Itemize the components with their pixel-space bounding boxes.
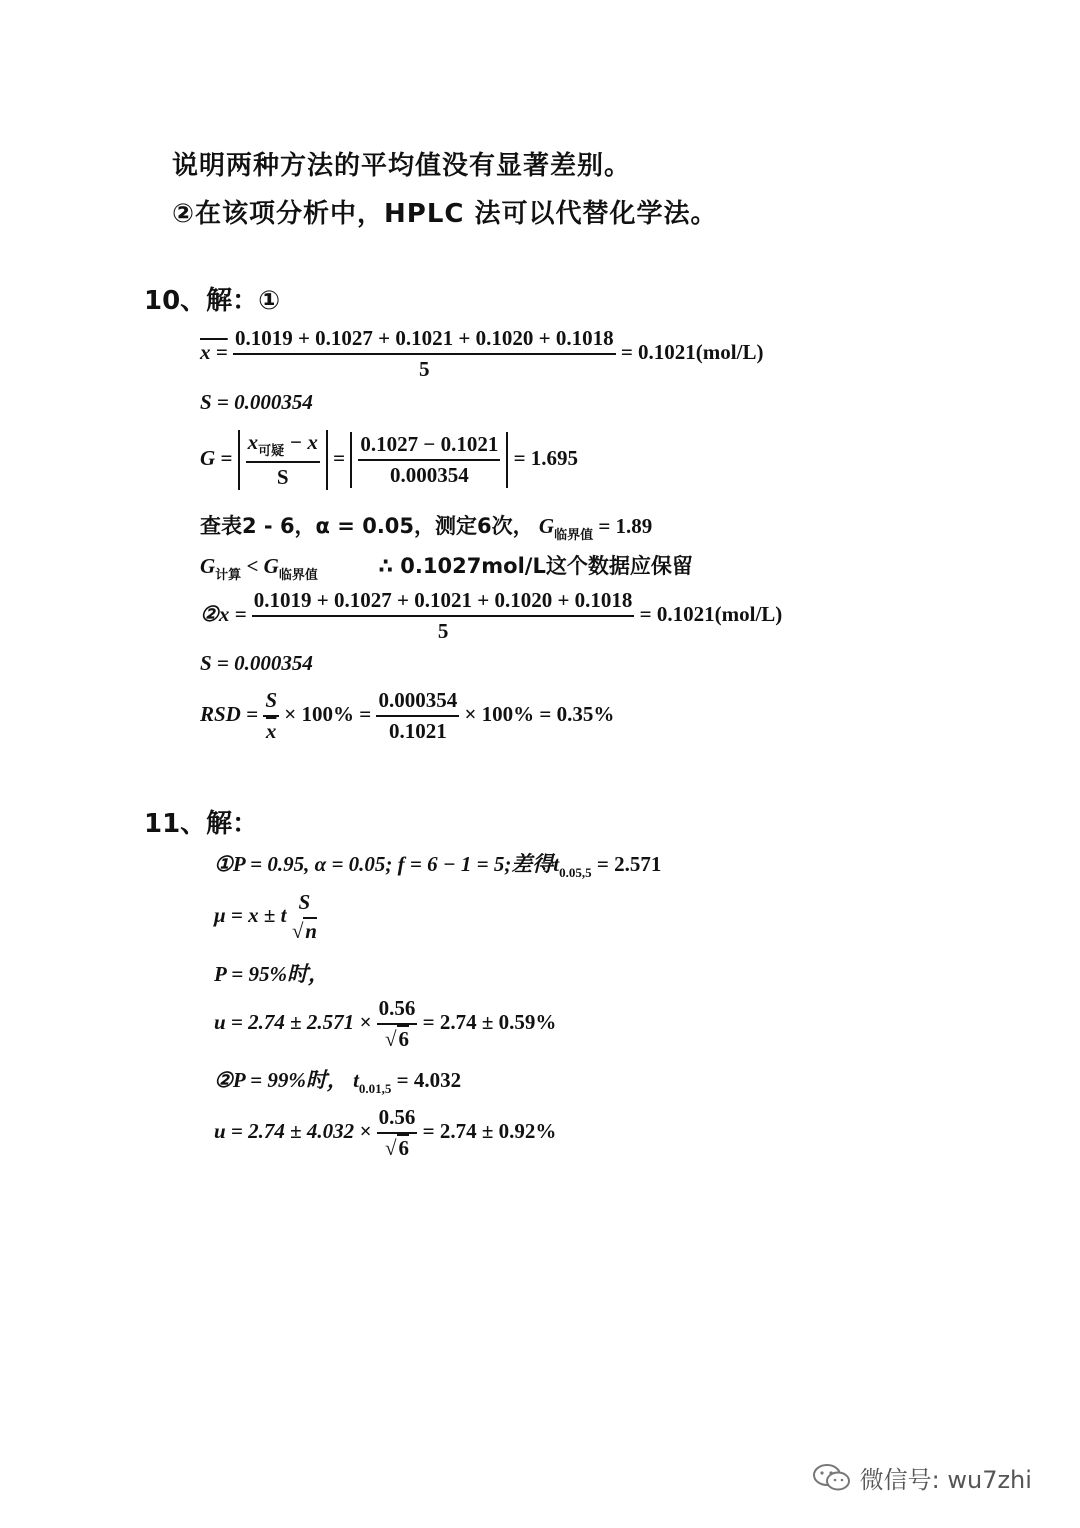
q11-heading: 11、解：	[144, 809, 259, 839]
q11-line-1: ①P = 0.95, α = 0.05; f = 6 − 1 = 5;差得$t_{0.05,5} = 2.571$	[214, 852, 662, 880]
intro-line-1: 说明两种方法的平均值没有显著差别。	[172, 151, 632, 181]
q11-p95-line: P = 95%时，	[214, 962, 330, 986]
watermark-text: 微信号: wu7zhi	[859, 1466, 1032, 1494]
q11-u2-equation: u = 2.74 ± 4.032 × $\frac{0.56}{√6}$ = 2.74 ± 0.92%	[214, 1105, 557, 1160]
q11-p99-line: ②P = 99%时， $t_{0.01,5} = 4.032$	[214, 1068, 462, 1096]
q10-mean2-equation: ②x = $\frac{0.1019 + 0.1027 + 0.1021 + 0.1020 + 0.1018}{5}$ = 0.1021(mol/L)	[200, 588, 783, 643]
q10-heading: 10、解：①	[144, 286, 281, 316]
q10-s-line-2: S = 0.000354	[200, 651, 313, 675]
q11-mu-equation: μ = x ± t S √n	[214, 890, 317, 943]
mean-fraction: $\frac{0.1019 + 0.1027 + 0.1021 + 0.1020 + 0.1018}{5}$	[234, 326, 614, 381]
q10-compare-line: $G_{计算} < G_{临界值}$ ∴ 0.1027mol/L这个数据应保留	[200, 554, 693, 583]
watermark	[812, 1460, 1032, 1500]
q10-lookup-line: 查表2 - 6，α = 0.05，测定6次， $G_{临界值} = 1.89$	[200, 514, 653, 543]
q10-rsd-equation: RSD = $\frac{S}{x}$ × 100% = $\frac{0.000354}{0.1021}$ × 100% = 0.35%	[200, 688, 615, 743]
mean-rhs: = 0.1021(mol/L)	[620, 339, 764, 364]
q10-s-line: S = 0.000354	[200, 390, 313, 414]
q10-mean-equation	[200, 326, 763, 382]
q11-u1-equation: u = 2.74 ± 2.571 × $\frac{0.56}{√6}$ = 2.74 ± 0.59%	[214, 996, 557, 1051]
mean-lhs: x =	[200, 339, 228, 364]
intro-line-2: ②在该项分析中，HPLC 法可以代替化学法。	[172, 199, 718, 229]
wechat-icon	[812, 1462, 852, 1500]
q10-g-equation: G = $\frac{x_{可疑} - x}{S}$ = $\frac{0.1027 - 0.1021}{0.000354}$ = 1.695	[200, 430, 579, 489]
